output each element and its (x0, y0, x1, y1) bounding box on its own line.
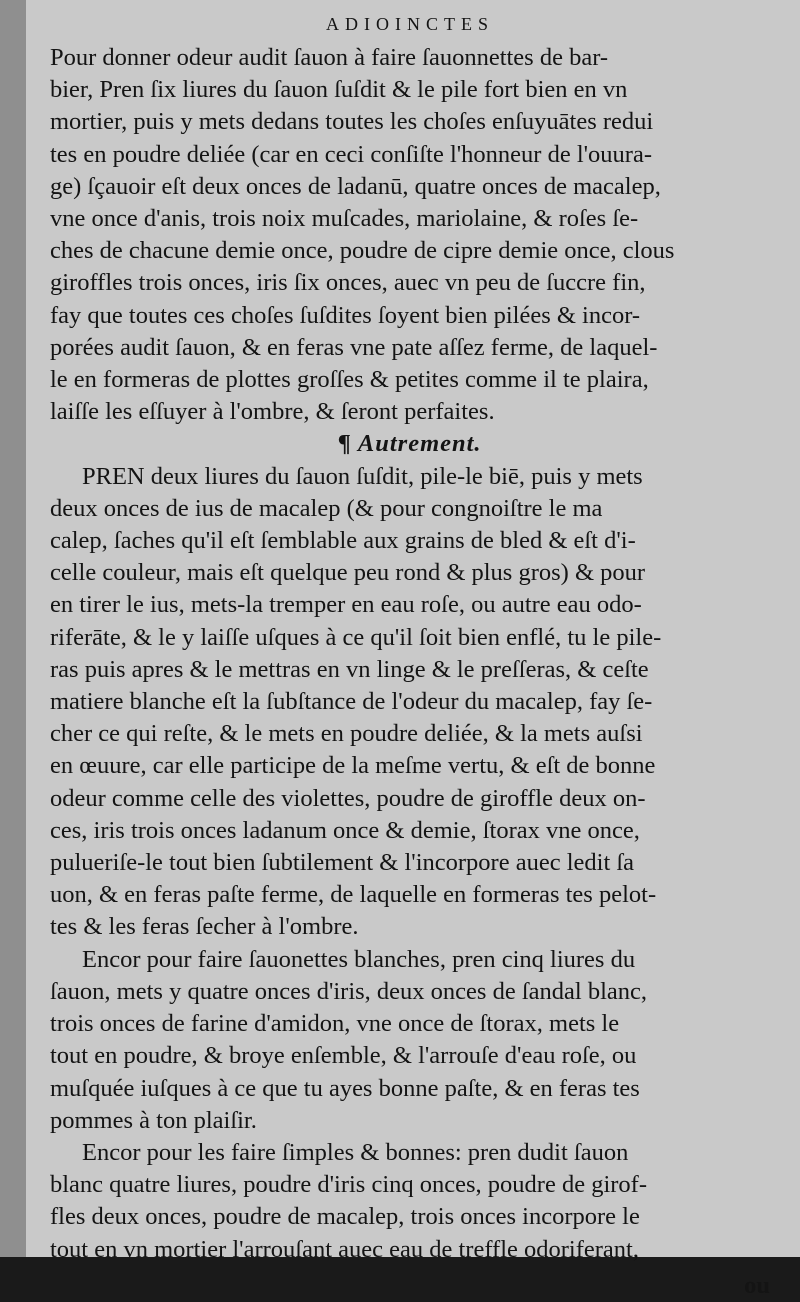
text-line: Encor pour les faire ſimples & bonnes: pren dudit ſauon (82, 1138, 629, 1166)
text-line: tes en poudre deliée (car en ceci conſiſte l'honneur de l'ouura- (50, 140, 652, 168)
text-line: ſauon, mets y quatre onces d'iris, deux onces de ſandal blanc, (50, 977, 647, 1005)
text-line: pulueriſe-le tout bien ſubtilement & l'incorpore auec ledit ſa (50, 849, 635, 877)
text-line: blanc quatre liures, poudre d'iris cinq onces, poudre de girof- (50, 1171, 647, 1199)
text-line: ge) ſçauoir eſt deux onces de ladanū, quatre onces de macalep, (50, 172, 661, 200)
text-line: vne once d'anis, trois noix muſcades, mariolaine, & roſes ſe- (50, 205, 639, 233)
text-line: muſquée iuſques à ce que tu ayes bonne paſte, & en feras tes (50, 1074, 640, 1102)
text-line: ces, iris trois onces ladanum once & demie, ſtorax vne once, (50, 816, 640, 844)
text-line: odeur comme celle des violettes, poudre de giroffle deux on- (50, 784, 646, 812)
text-line: uon, & en feras paſte ferme, de laquelle en formeras tes pelot- (50, 881, 657, 909)
text-line: celle couleur, mais eſt quelque peu rond & plus gros) & pour (50, 559, 646, 587)
text-line: ras puis apres & le mettras en vn linge & le preſſeras, & ceſte (50, 655, 649, 683)
text-line: mortier, puis y mets dedans toutes les choſes enſuyuātes redui (50, 108, 654, 136)
text-line: matiere blanche eſt la ſubſtance de l'odeur du macalep, fay ſe- (50, 688, 653, 716)
text-line: tes & les feras ſecher à l'ombre. (50, 913, 359, 941)
page-text (50, 12, 770, 1302)
text-line: en œuure, car elle participe de la meſme vertu, & eſt de bonne (50, 752, 656, 780)
text-line: Encor pour faire ſauonettes blanches, pren cinq liures du (82, 945, 636, 973)
text-line: tout en poudre, & broye enſemble, & l'arrouſe d'eau roſe, ou (50, 1042, 637, 1070)
text-line: deux onces de ius de macalep (& pour congnoiſtre le ma (50, 494, 603, 522)
catchword: ou (744, 1271, 770, 1299)
text-line: PREN deux liures du ſauon ſuſdit, pile-le biē, puis y mets (82, 462, 643, 490)
text-line: ches de chacune demie once, poudre de cipre demie once, clous (50, 237, 675, 265)
text-line: le en formeras de plottes groſſes & petites comme il te plaira, (50, 366, 649, 394)
running-head: ADIOINCTES (326, 14, 494, 34)
text-line: calep, ſaches qu'il eſt ſemblable aux grains de bled & eſt d'i- (50, 527, 636, 555)
text-line: pommes à ton plaiſir. (50, 1106, 257, 1134)
text-line: tout en vn mortier l'arrouſant auec eau de treffle odoriferant, (50, 1235, 639, 1263)
section-heading: ¶ Autrement. (338, 430, 482, 458)
text-line: fay que toutes ces choſes ſuſdites ſoyent bien pilées & incor- (50, 301, 641, 329)
text-line: trois onces de farine d'amidon, vne once de ſtorax, mets le (50, 1010, 620, 1038)
text-line: laiſſe les eſſuyer à l'ombre, & ſeront perfaites. (50, 398, 495, 426)
text-line: cher ce qui reſte, & le mets en poudre deliée, & la mets auſsi (50, 720, 643, 748)
text-line: bier, Pren ſix liures du ſauon ſuſdit & le pile fort bien en vn (50, 76, 628, 104)
text-line: porées audit ſauon, & en feras vne pate aſſez ferme, de laquel- (50, 333, 658, 361)
text-line: Pour donner odeur audit ſauon à faire ſauonnettes de bar- (50, 44, 609, 71)
text-line: fles deux onces, poudre de macalep, trois onces incorpore le (50, 1203, 640, 1231)
text-line: en tirer le ius, mets-la tremper en eau roſe, ou autre eau odo- (50, 591, 642, 619)
text-line: riferāte, & le y laiſſe uſques à ce qu'il ſoit bien enflé, tu le pile- (50, 623, 662, 651)
text-line: giroffles trois onces, iris ſix onces, auec vn peu de ſuccre fin, (50, 269, 646, 297)
